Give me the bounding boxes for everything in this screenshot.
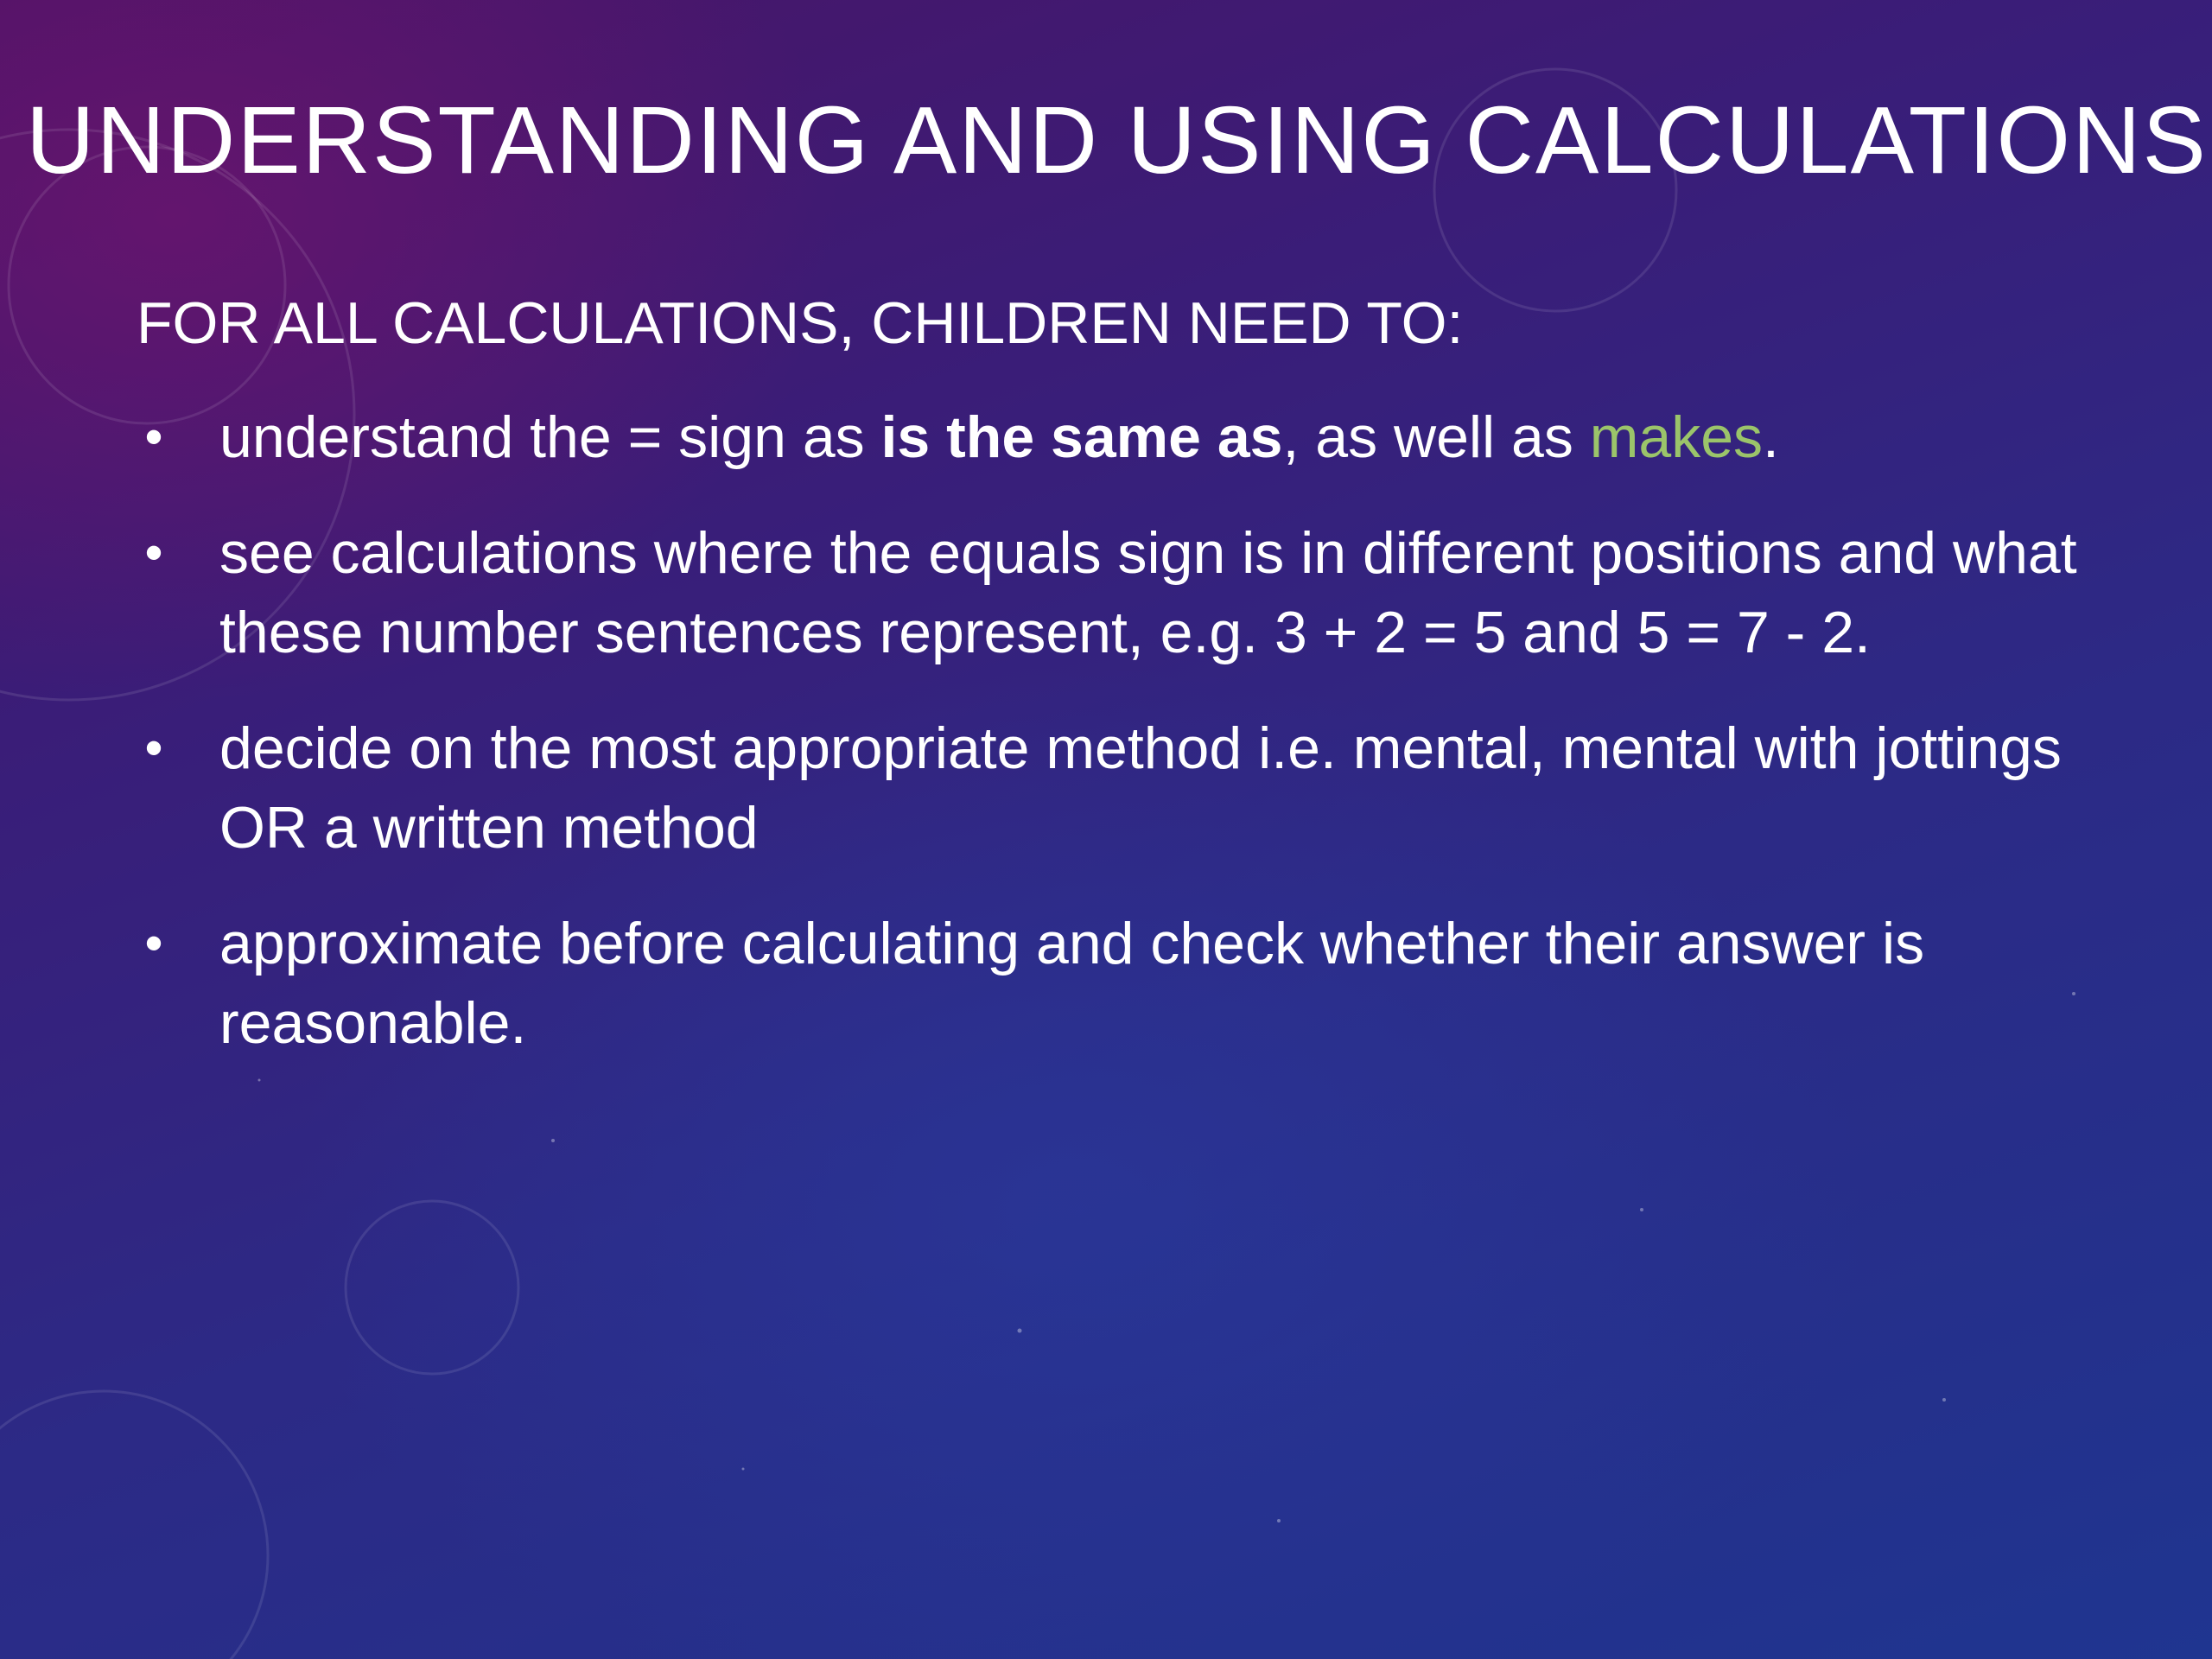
bullet-icon: •: [144, 524, 163, 582]
slide-title: UNDERSTANDING AND USING CALCULATIONS: [26, 87, 2208, 194]
bullet-icon: •: [144, 408, 163, 467]
bullet-text: see calculations where the equals sign is in different positions and what these number sentences represent, e.g. 3 + 2 = 5 and 5 = 7 - 2.: [219, 520, 2077, 666]
bullet-item-method: [137, 709, 2124, 868]
bullet-bold-text: is the same as: [880, 404, 1283, 471]
bullet-text: understand the = sign as: [219, 404, 881, 471]
bullet-icon: •: [144, 914, 163, 973]
bullet-item-approximate: [137, 904, 2124, 1063]
bullet-text: decide on the most appropriate method i.e. mental, mental with jottings OR a written method: [219, 715, 2062, 861]
bullet-text: approximate before calculating and check whether their answer is reasonable.: [219, 911, 1925, 1057]
bullet-text: .: [1763, 404, 1779, 471]
bullet-icon: •: [144, 719, 163, 778]
bullet-item-equals-meaning: [137, 397, 2124, 477]
intro-heading: FOR ALL CALCULATIONS, CHILDREN NEED TO:: [137, 290, 1464, 356]
slide-content: [137, 285, 2124, 1099]
bullet-list: [137, 397, 2124, 1063]
bullet-highlight-text: makes: [1589, 404, 1764, 471]
bullet-item-equals-positions: [137, 513, 2124, 672]
bullet-text: , as well as: [1282, 404, 1590, 471]
